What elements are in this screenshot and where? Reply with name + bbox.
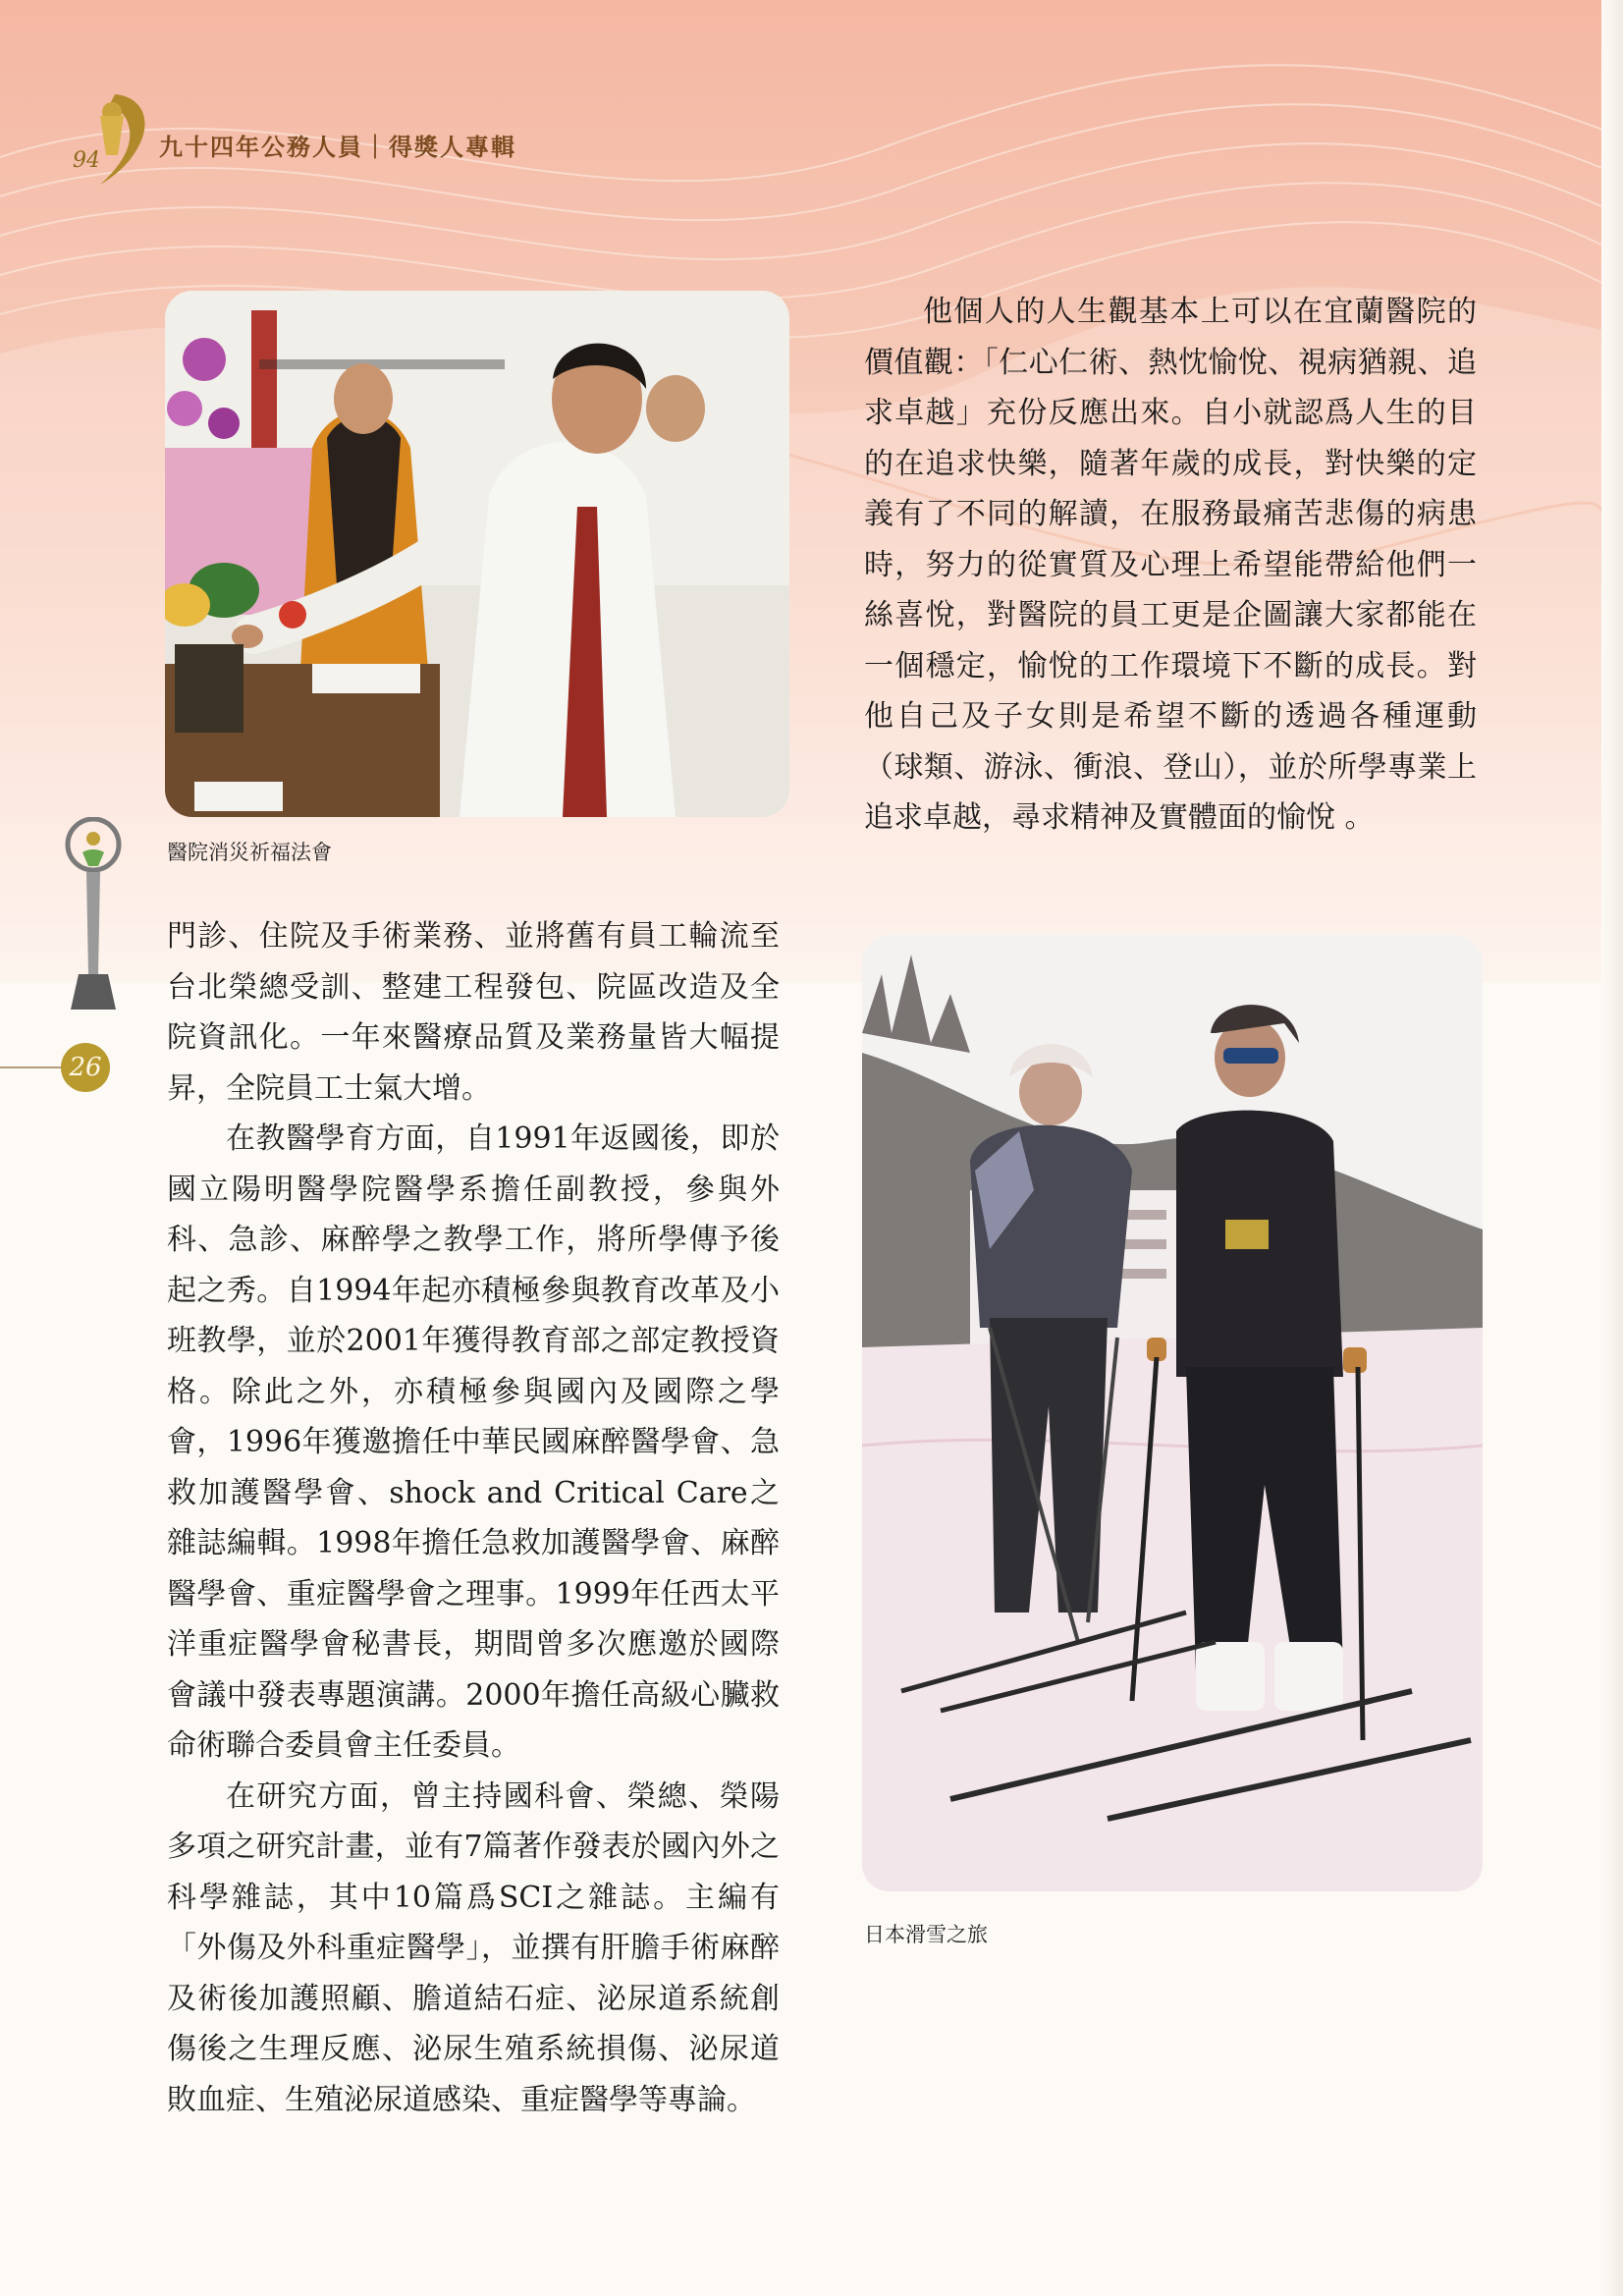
left-paragraph-2: 在教醫學育方面，自1991年返國後，即於國立陽明醫學院醫學系擔任副教授，參與外科、急診、麻醉學之教學工作，將所學傳予後起之秀。自1994年起亦積極參與教育改革及小班教學，並於2001年獲得教育部之部定教授資格。除此之外，亦積極參與國內及國際之學會，1996年獲邀擔任中華民國麻醉醫學會、急救加護醫學會、shock and Critical Care之 雜誌編輯。1998年擔任急救加護醫學會、麻醉醫學會、重症醫學會之理事。1999年任西太平洋重症醫學會秘書長，期間曾多次應邀於國際會議中發表專題演講。2000年擔任高級心臟救命術聯合委員會主任委員。 (167, 1121, 780, 1763)
ski-photo (862, 935, 1483, 1891)
page-number: 26 (61, 1043, 110, 1092)
ceremony-photo (165, 291, 789, 817)
left-paragraph-1: 門診、住院及手術業務、並將舊有員工輪流至台北榮總受訓、整建工程發包、院區改造及全院資訊化。一年來醫療品質及業務量皆大幅提昇，全院員工士氣大增。 (167, 919, 780, 1106)
logo-number: 94 (73, 148, 100, 173)
left-column-text (167, 911, 780, 2125)
award-logo-icon (61, 86, 169, 194)
ceremony-caption: 醫院消災祈福法會 (167, 841, 332, 864)
right-column-text (864, 287, 1477, 844)
trophy-icon (59, 817, 128, 1013)
page-header-title: 九十四年公務人員｜得獎人專輯 (159, 134, 516, 161)
left-paragraph-3: 在研究方面，曾主持國科會、榮總、榮陽多項之研究計畫，並有7篇著作發表於國內外之科學雜誌，其中10篇爲SCI之雜誌。主編有「外傷及外科重症醫學」，並撰有肝膽手術麻醉及術後加護照顧、膽道結石症、泌尿道系統創傷後之生理反應、泌尿生殖系統損傷、泌尿道敗血症、生殖泌尿道感染、重症醫學等專論。 (167, 1778, 780, 2117)
scan-edge (1601, 0, 1623, 2296)
right-paragraph: 他個人的人生觀基本上可以在宜蘭醫院的價值觀：「仁心仁術、熱忱愉悅、視病猶親、追求卓越」充份反應出來。自小就認爲人生的目的在追求快樂，隨著年歲的成長，對快樂的定義有了不同的解讀，在服務最痛苦悲傷的病患時，努力的從實質及心理上希望能帶給他們一絲喜悅，對醫院的員工更是企圖讓大家都能在一個穩定，愉悅的工作環境下不斷的成長。對他自己及子女則是希望不斷的透過各種運動（球類、游泳、衝浪、登山），並於所學專業上追求卓越，尋求精神及實體面的愉悅 。 (864, 295, 1477, 835)
ski-caption: 日本滑雪之旅 (864, 1923, 988, 1946)
header (61, 86, 611, 194)
page-number-rule (0, 1066, 61, 1068)
